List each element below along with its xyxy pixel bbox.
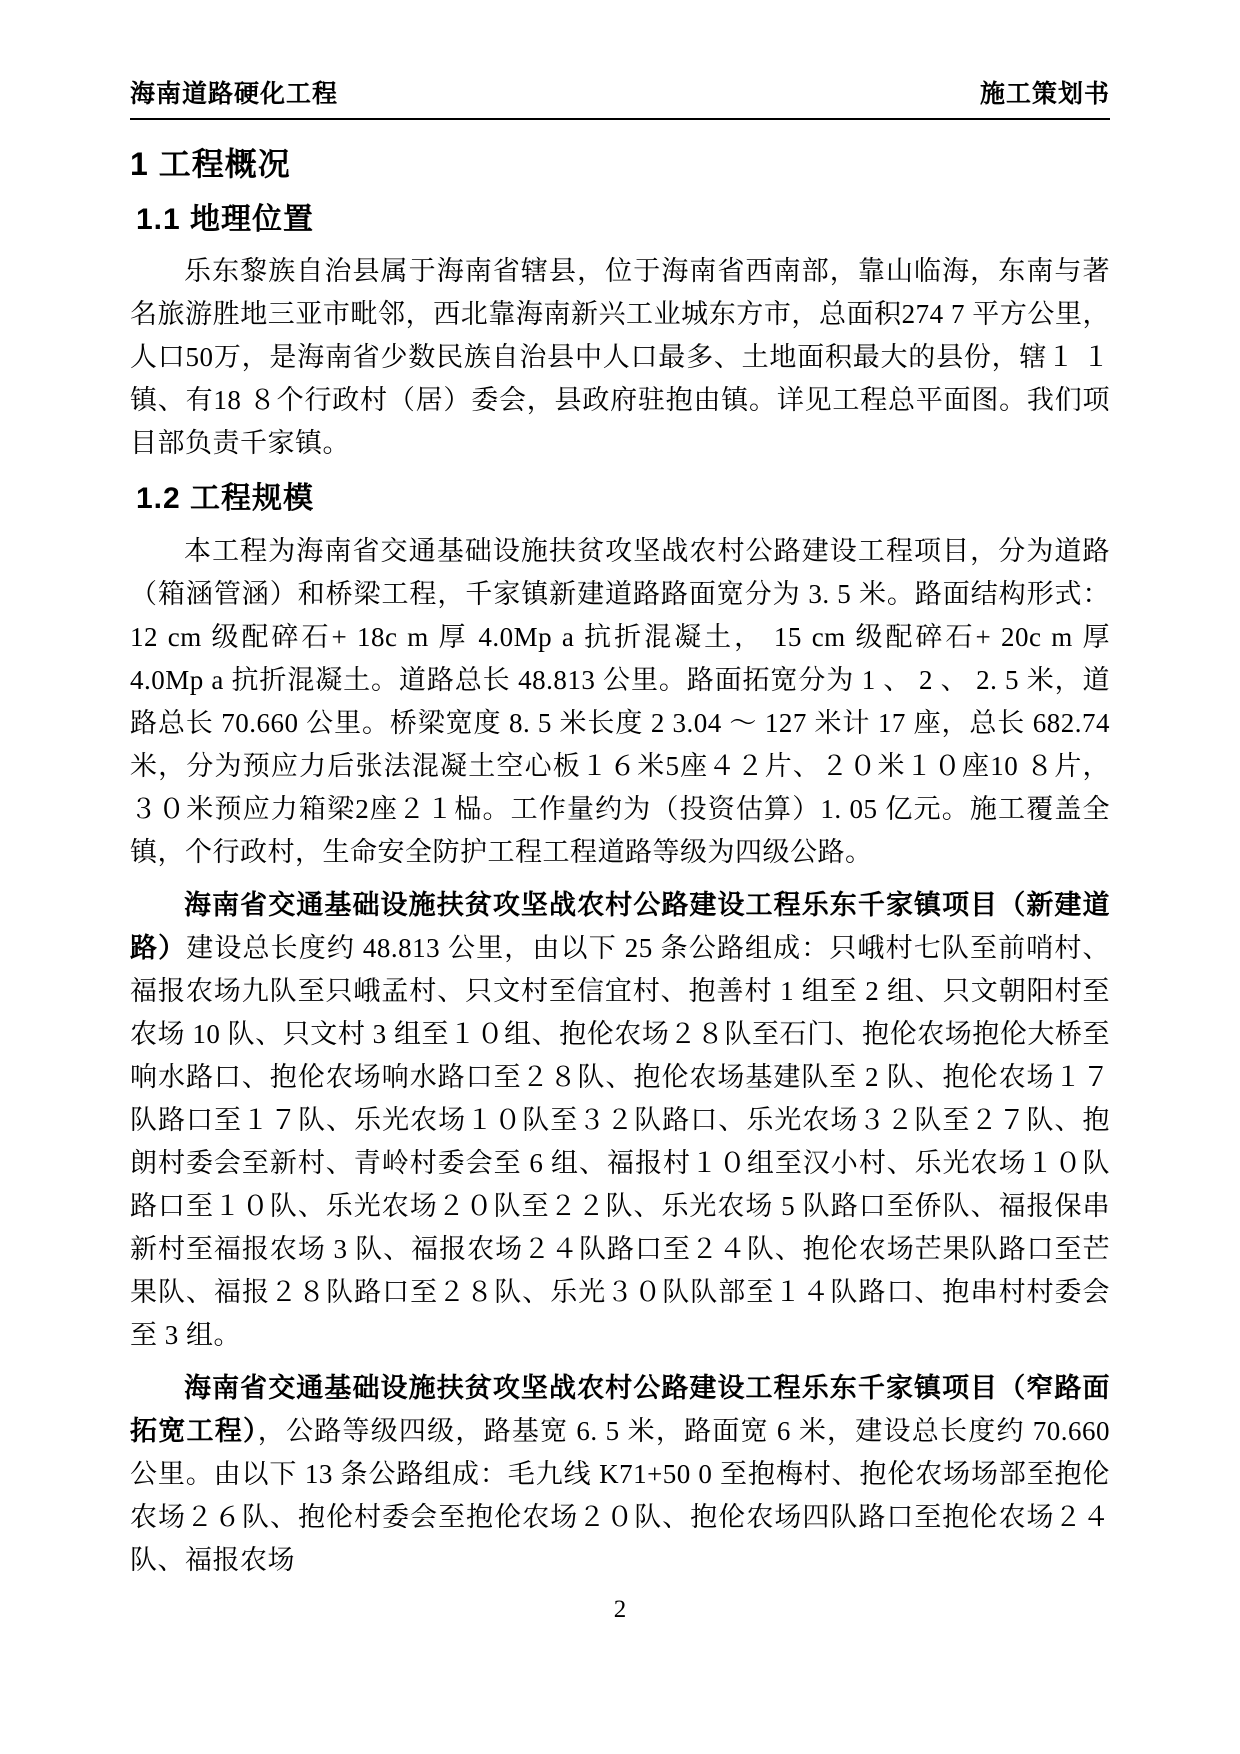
- paragraph-project-scale: 本工程为海南省交通基础设施扶贫攻坚战农村公路建设工程项目，分为道路（箱涵管涵）和桥梁工程，千家镇新建道路路面宽分为 3. 5 米。路面结构形式： 12 cm 级配碎石+ 18c m 厚 4.0Mp a 抗折混凝土， 15 cm 级配碎石+ 20c m 厚 4.0Mp a 抗折混凝土。道路总长 48.813 公里。路面拓宽分为 1 、 2 、 2. 5 米，道路总长 70.660 公里。桥梁宽度 8. 5 米长度 2 3.04 ～ 127 米计 17 座，总长 682.74 米，分为预应力后张法混凝土空心板１６米5座４２片、２０米１０座10 ８片，３０米预应力箱梁2座２１榀。工作量约为（投资估算）1. 05 亿元。施工覆盖全镇，个行政村，生命安全防护工程工程道路等级为四级公路。: [130, 535, 1110, 867]
- section-heading-1-2: 1.2 工程规模: [136, 482, 315, 516]
- page-header: [130, 80, 1110, 120]
- paragraph-widening: [130, 1367, 1110, 1582]
- paragraph-widening-body: ，公路等级四级，路基宽 6. 5 米，路面宽 6 米，建设总长度约 70.660 公里。由以下 13 条公路组成：毛九线 K71+50 0 至抱梅村、抱伦农场场部至抱伦农场２６队、抱伦村委会至抱伦农场２０队、抱伦农场四队路口至抱伦农场２４队、福报农场: [130, 1415, 1111, 1575]
- page-number: 2: [613, 1596, 627, 1623]
- paragraph-new-roads: [130, 884, 1110, 1357]
- paragraph-new-roads-body: 建设总长度约 48.813 公里，由以下 25 条公路组成：只峨村七队至前哨村、福报农场九队至只峨孟村、只文村至信宜村、抱善村 1 组至 2 组、只文朝阳村至农场 10 队、只文村 3 组至１０组、抱伦农场２８队至石门、抱伦农场抱伦大桥至响水路口、抱伦农场响水路口至２８队、抱伦农场基建队至 2 队、抱伦农场１７队路口至１７队、乐光农场１０队至３２队路口、乐光农场３２队至２７队、抱朗村委会至新村、青岭村委会至 6 组、福报村１０组至汉小村、乐光农场１０队路口至１０队、乐光农场２０队至２２队、乐光农场 5 队路口至侨队、福报保串新村至福报农场 3 队、福报农场２４队路口至２４队、抱伦农场芒果队路口至芒果队、福报２８队路口至２８队、乐光３０队队部至１４队路口、抱串村村委会至 3 组。: [130, 932, 1111, 1350]
- section-heading-1: 1 工程概况: [130, 146, 291, 182]
- header-left-title: 海南道路硬化工程: [130, 81, 339, 108]
- paragraph-widening-bold-lead: 海南省交通基础设施扶贫攻坚战农村公路建设工程乐东千家镇项目（窄路面拓宽工程）: [130, 1372, 1110, 1446]
- header-right-title: 施工策划书: [979, 81, 1110, 108]
- paragraph-new-roads-bold-lead: 海南省交通基础设施扶贫攻坚战农村公路建设工程乐东千家镇项目（新建道路）: [130, 889, 1110, 963]
- section-heading-1-1: 1.1 地理位置: [136, 202, 315, 236]
- paragraph-location: 乐东黎族自治县属于海南省辖县，位于海南省西南部，靠山临海，东南与著名旅游胜地三亚市毗邻，西北靠海南新兴工业城东方市，总面积274 7 平方公里，人口50万，是海南省少数民族自治县中人口最多、土地面积最大的县份，辖１ １镇、有18 ８个行政村（居）委会，县政府驻抱由镇。详见工程总平面图。我们项目部负责千家镇。: [130, 256, 1110, 459]
